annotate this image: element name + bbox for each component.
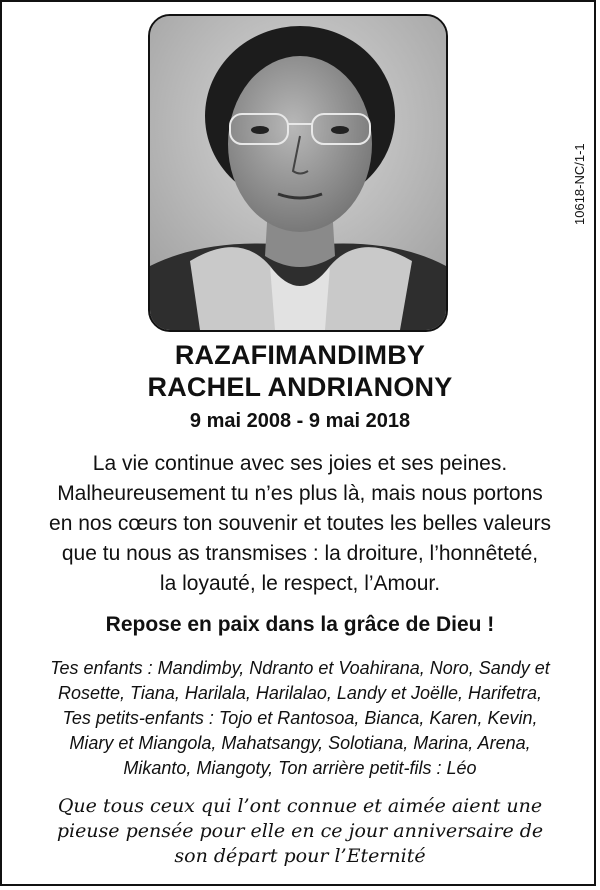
closing-line: pieuse pensée pour elle en ce jour anniversaire de [56, 820, 544, 842]
family-list [10, 656, 590, 781]
reference-code: 10618-NC/1-1 [572, 143, 587, 225]
name-line-1: RAZAFIMANDIMBY [174, 340, 426, 370]
dates: 9 mai 2008 - 9 mai 2018 [189, 410, 411, 432]
prayer: Repose en paix dans la grâce de Dieu ! [105, 613, 495, 636]
message-line: La vie continue avec ses joies et ses peines. [92, 452, 508, 475]
family-line: Mikanto, Miangoty, Ton arrière petit-fils : Léo [123, 758, 477, 778]
memorial-message [20, 449, 580, 599]
family-line: Tes enfants : Mandimby, Ndranto et Voahirana, Noro, Sandy et [50, 658, 550, 678]
family-line: Miary et Miangola, Mahatsangy, Solotiana, Marina, Arena, [69, 733, 531, 753]
closing-message [10, 794, 590, 869]
closing-line: son départ pour l’Eternité [174, 845, 426, 867]
name-line-2: RACHEL ANDRIANONY [147, 372, 453, 402]
portrait-photo [148, 14, 448, 332]
family-line: Tes petits-enfants : Tojo et Rantosoa, Bianca, Karen, Kevin, [62, 708, 538, 728]
closing-line: Que tous ceux qui l’ont connue et aimée aient une [57, 795, 543, 817]
message-line: la loyauté, le respect, l’Amour. [159, 572, 441, 595]
message-line: Malheureusement tu n’es plus là, mais nous portons [57, 482, 543, 505]
message-line: que tu nous as transmises : la droiture, l’honnêteté, [61, 542, 539, 565]
family-line: Rosette, Tiana, Harilala, Harilalao, Landy et Joëlle, Harifetra, [57, 683, 543, 703]
message-line: en nos cœurs ton souvenir et toutes les belles valeurs [49, 512, 551, 535]
